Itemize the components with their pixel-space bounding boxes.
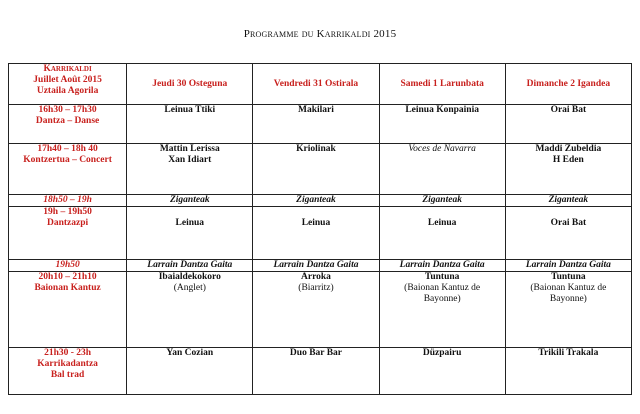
performer-cell [505,195,631,207]
header-lead-line: Juillet Août 2015 [33,75,102,85]
performer-cell [253,105,379,144]
performer-line: Larrain Dantza Gaita [273,260,359,270]
table-row [9,144,632,195]
performer-line: Ziganteak [296,195,336,205]
performer-cell [253,348,379,395]
time-slot-line: Dantzazpi [47,218,89,228]
time-slot-line: Karrikadantza [37,359,98,369]
table-row [9,272,632,348]
performer-cell [379,105,505,144]
performer-line: Leinua Ttiki [164,105,216,115]
performer-cell [253,207,379,260]
performer-cell [379,207,505,260]
performer-cell [253,260,379,272]
performer-cell [127,207,253,260]
performer-cell [127,272,253,348]
table-row [9,105,632,144]
performer-line: Larrain Dantza Gaita [147,260,233,270]
time-slot-line: Baionan Kantuz [34,283,101,293]
performer-line: Tuntuna [551,272,586,282]
program-table [8,63,632,395]
performer-cell [127,105,253,144]
performer-line: Voces de Navarra [408,144,476,154]
time-slot-line: 18h50 – 19h [43,195,92,205]
performer-cell [379,195,505,207]
performer-line: (Baionan Kantuz de [530,283,607,293]
performer-line: Leinua [427,218,457,228]
table-row [9,260,632,272]
time-slot-line: 19h50 [55,260,80,270]
performer-cell [379,348,505,395]
performer-line: Ibaialdekokoro [158,272,221,282]
time-slot-cell [9,144,127,195]
time-slot-cell [9,272,127,348]
time-slot-line: Kontzertua – Concert [23,155,112,165]
day-header: Dimanche 2 Igandea [505,64,631,105]
time-slot-line: 20h10 – 21h10 [38,272,97,282]
day-header: Jeudi 30 Osteguna [127,64,253,105]
time-slot-line: Bal trad [50,370,85,380]
performer-line: (Anglet) [173,283,206,293]
performer-line: (Biarritz) [298,283,334,293]
performer-cell [379,260,505,272]
time-slot-cell [9,195,127,207]
performer-line: Mattin Lerissa [159,144,220,154]
performer-cell [127,348,253,395]
performer-line: Ziganteak [548,195,589,205]
time-slot-line: 21h30 - 23h [44,348,92,358]
performer-line: Makilari [298,105,334,115]
time-slot-line: Dantza – Danse [35,116,100,126]
performer-line: Tuntuna [424,272,460,282]
time-slot-line: 17h40 – 18h 40 [37,144,98,154]
time-slot-cell [9,207,127,260]
time-slot-cell [9,105,127,144]
performer-cell [505,272,631,348]
performer-cell [253,144,379,195]
header-row [9,64,632,105]
performer-line: Larrain Dantza Gaita [525,260,611,270]
performer-cell [379,144,505,195]
performer-cell [127,195,253,207]
performer-cell [253,272,379,348]
time-slot-line: 16h30 – 17h30 [38,105,97,115]
performer-line: Duo Bar Bar [289,348,343,358]
performer-line: Orai Bat [550,105,587,115]
performer-line: (Baionan Kantuz de [404,283,481,293]
day-header: Samedi 1 Larunbata [379,64,505,105]
performer-line: Larrain Dantza Gaita [399,260,485,270]
header-lead-line: Uztaila Agorila [36,86,99,96]
performer-line: H Eden [552,155,584,165]
performer-cell [505,207,631,260]
time-slot-cell [9,260,127,272]
performer-line: Bayonne) [549,294,587,304]
performer-line: Leinua [301,218,331,228]
performer-line: Yan Cozian [166,348,214,358]
table-row [9,348,632,395]
table-row [9,207,632,260]
performer-line: Maddi Zubeldia [535,144,602,154]
time-slot-line: 19h – 19h50 [43,207,92,217]
day-header: Vendredi 31 Ostirala [253,64,379,105]
performer-cell [505,144,631,195]
time-slot-cell [9,348,127,395]
performer-line: Ziganteak [169,195,210,205]
header-lead-line: Karrikaldi [43,64,92,74]
performer-line: Leinua Konpainia [405,105,479,115]
performer-cell [379,272,505,348]
performer-cell [505,348,631,395]
performer-line: Düzpairu [422,348,462,358]
performer-line: Trikili Trakala [538,348,599,358]
performer-cell [127,260,253,272]
performer-line: Orai Bat [550,218,587,228]
performer-cell [127,144,253,195]
performer-line: Arroka [301,272,331,282]
performer-line: Leinua [175,218,205,228]
performer-cell [505,260,631,272]
performer-cell [253,195,379,207]
performer-line: Ziganteak [422,195,462,205]
header-lead-cell [9,64,127,105]
table-row [9,195,632,207]
performer-cell [505,105,631,144]
page-title: Programme du Karrikaldi 2015 [243,28,397,40]
performer-line: Bayonne) [423,294,461,304]
performer-line: Xan Idiart [168,155,212,165]
performer-line: Kriolinak [296,144,336,154]
